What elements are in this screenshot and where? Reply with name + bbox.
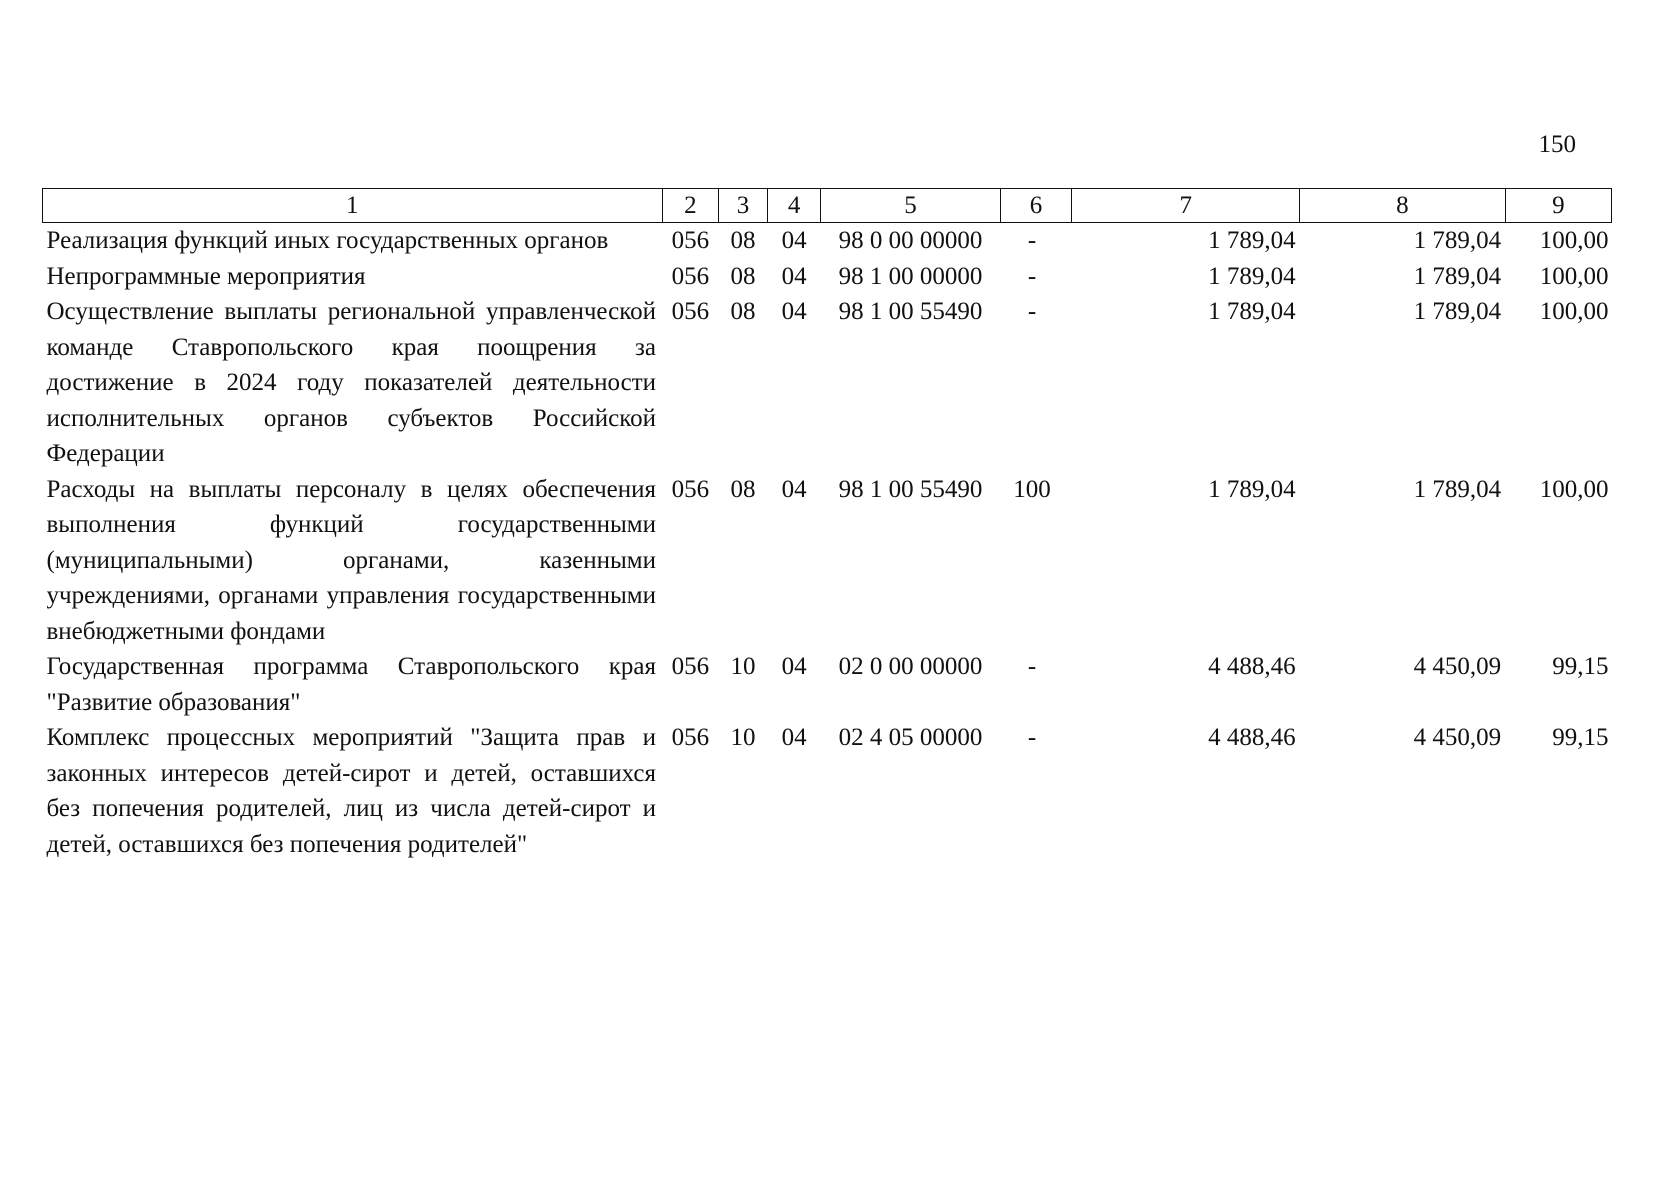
admin-code: 056	[671, 724, 710, 751]
section-code: 08	[730, 298, 756, 325]
execution-percent: 100,00	[1539, 227, 1609, 254]
execution-percent: 100,00	[1539, 298, 1609, 325]
target-article-code: 02 4 05 00000	[838, 724, 983, 751]
planned-amount: 4 488,46	[1208, 653, 1296, 680]
expense-type-code: -	[1027, 724, 1037, 751]
planned-amount: 1 789,04	[1208, 227, 1296, 254]
row-name: Комплекс процессных мероприятий "Защита прав и законных интересов детей-сирот и детей, оставшихся без попечения родителей, лиц из числа детей-сирот и детей, оставшихся без попечения родителей"	[46, 724, 656, 858]
executed-amount: 1 789,04	[1413, 475, 1502, 503]
executed-amount: 1 789,04	[1413, 227, 1502, 254]
planned-amount: 1 789,04	[1208, 298, 1296, 325]
table-row	[43, 472, 1612, 650]
planned-amount: 4 488,46	[1208, 724, 1296, 751]
subsection-code: 04	[781, 475, 807, 503]
column-header-6: 6	[1000, 189, 1072, 223]
execution-percent: 99,15	[1552, 653, 1609, 680]
column-header-5: 5	[821, 189, 1000, 223]
subsection-code: 04	[781, 298, 807, 325]
table-row	[43, 720, 1612, 862]
table-row	[43, 294, 1612, 472]
expense-type-code: -	[1027, 227, 1037, 254]
expense-type-code: 100	[1013, 475, 1051, 503]
page-number: 150	[1538, 131, 1576, 158]
column-header-3: 3	[719, 189, 768, 223]
expense-type-code: -	[1027, 262, 1037, 290]
table-row	[43, 649, 1612, 720]
expense-type-code: -	[1027, 653, 1037, 680]
row-name: Осуществление выплаты региональной управленческой команде Ставропольского края поощрения за достижение в 2024 году показателей деятельности исполнительных органов субъектов Российской Федерации	[46, 298, 656, 467]
target-article-code: 98 0 00 00000	[838, 227, 983, 254]
column-header-4: 4	[767, 189, 821, 223]
table-row	[43, 223, 1612, 259]
column-header-7: 7	[1072, 189, 1300, 223]
executed-amount: 1 789,04	[1413, 262, 1502, 290]
admin-code: 056	[671, 227, 710, 254]
admin-code: 056	[671, 298, 710, 325]
budget-table	[42, 188, 1612, 862]
column-header-1: 1	[43, 189, 663, 223]
target-article-code: 98 1 00 00000	[838, 262, 983, 290]
expense-type-code: -	[1027, 298, 1037, 325]
row-name: Непрограммные мероприятия	[46, 262, 366, 290]
column-header-8: 8	[1300, 189, 1505, 223]
planned-amount: 1 789,04	[1208, 475, 1296, 503]
execution-percent: 100,00	[1539, 475, 1609, 503]
admin-code: 056	[671, 653, 710, 680]
execution-percent: 99,15	[1552, 724, 1609, 751]
executed-amount: 4 450,09	[1413, 724, 1502, 751]
row-name: Государственная программа Ставропольского края "Развитие образования"	[46, 653, 656, 716]
executed-amount: 4 450,09	[1413, 653, 1502, 680]
column-header-2: 2	[662, 189, 719, 223]
column-header-9: 9	[1505, 189, 1611, 223]
row-name: Расходы на выплаты персоналу в целях обеспечения выполнения функций государственными (муниципальными) органами, казенными учреждениями, органами управления государственными внебюджетными фондами	[46, 475, 656, 645]
target-article-code: 02 0 00 00000	[838, 653, 983, 680]
subsection-code: 04	[781, 227, 807, 254]
row-name: Реализация функций иных государственных органов	[46, 227, 609, 254]
admin-code: 056	[671, 262, 710, 290]
admin-code: 056	[671, 475, 710, 503]
section-code: 08	[730, 262, 756, 290]
subsection-code: 04	[781, 724, 807, 751]
target-article-code: 98 1 00 55490	[838, 298, 983, 325]
target-article-code: 98 1 00 55490	[838, 475, 983, 503]
subsection-code: 04	[781, 653, 807, 680]
planned-amount: 1 789,04	[1208, 262, 1296, 290]
section-code: 10	[730, 724, 756, 751]
executed-amount: 1 789,04	[1413, 298, 1502, 325]
execution-percent: 100,00	[1539, 262, 1609, 290]
table-row	[43, 259, 1612, 295]
section-code: 08	[730, 475, 756, 503]
section-code: 08	[730, 227, 756, 254]
header-row	[43, 189, 1612, 223]
section-code: 10	[730, 653, 756, 680]
subsection-code: 04	[781, 262, 807, 290]
